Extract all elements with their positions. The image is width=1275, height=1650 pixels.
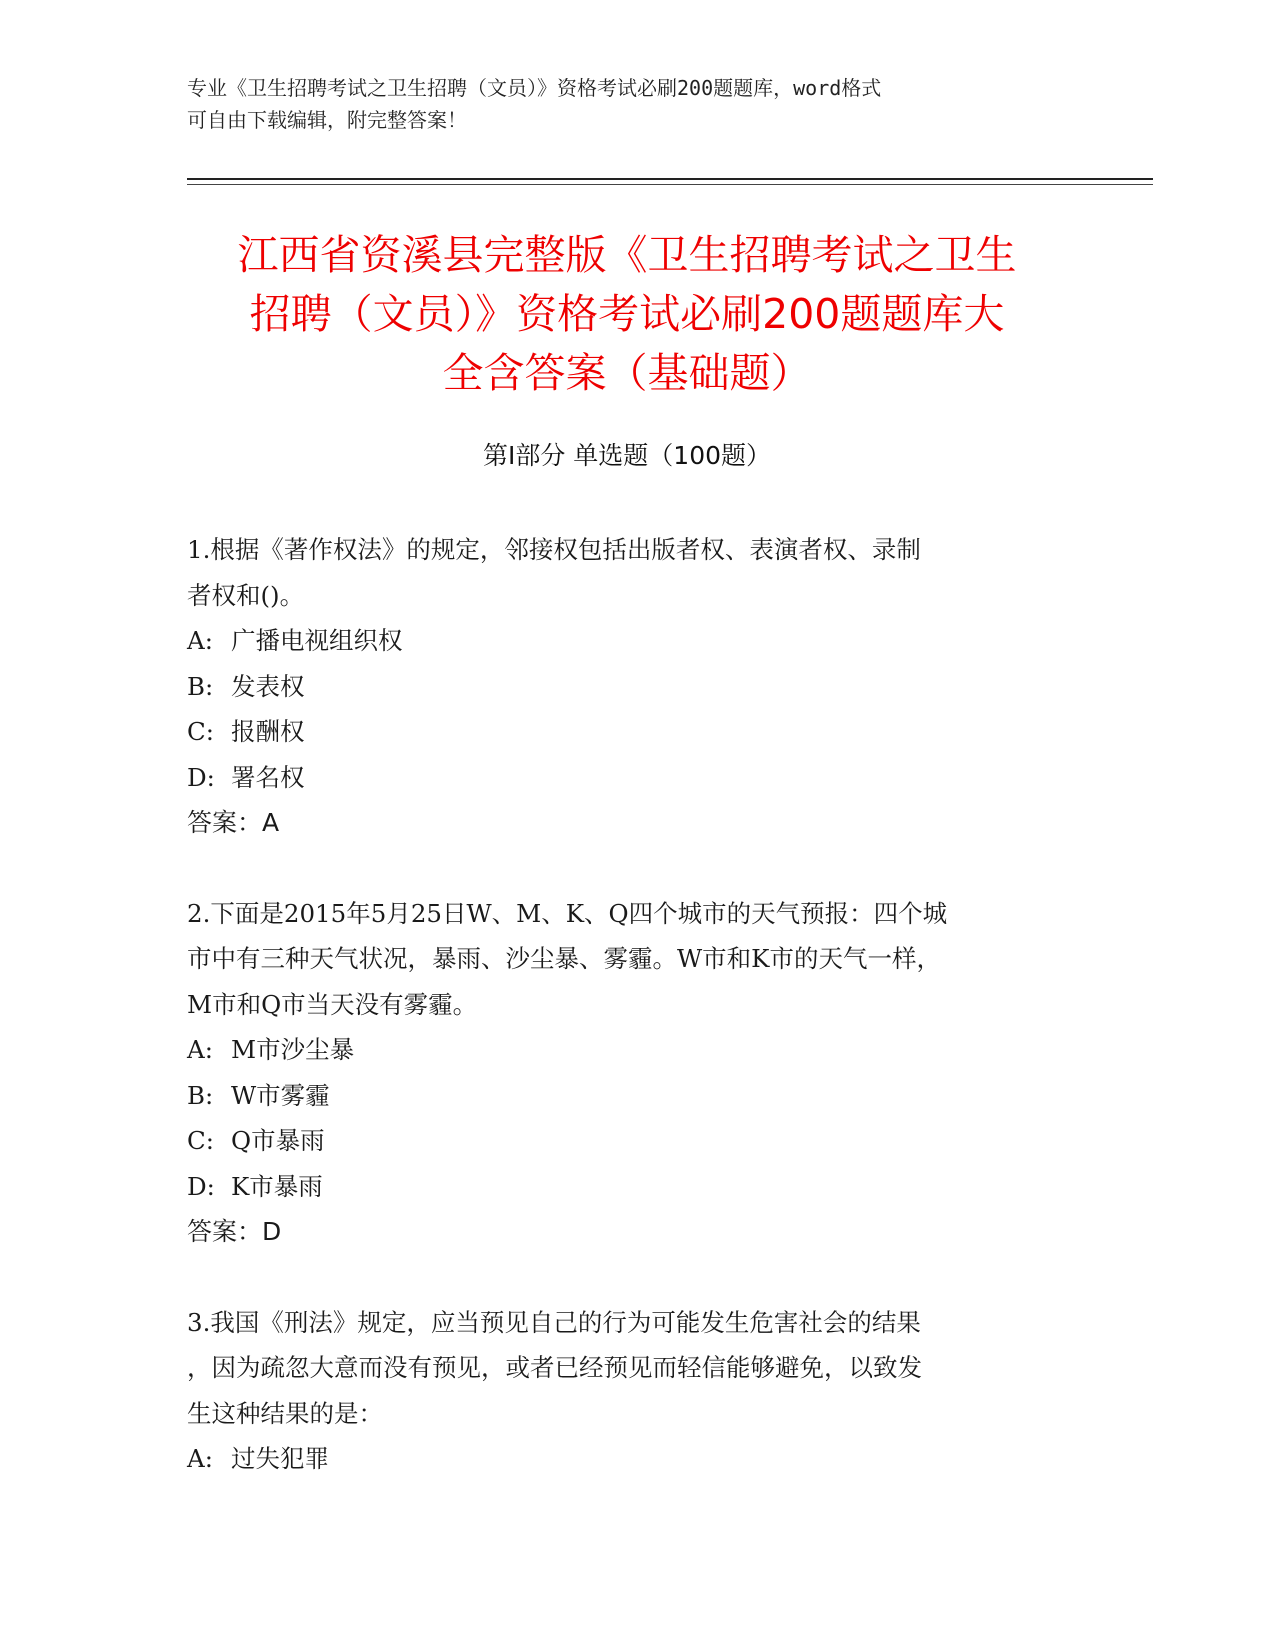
question-stem bbox=[187, 891, 1087, 1028]
option-text: 署名权 bbox=[231, 762, 305, 792]
stem-line: 者权和()。 bbox=[187, 580, 305, 610]
question-item bbox=[187, 1300, 1087, 1482]
title-line: 全含答案（基础题） bbox=[442, 349, 812, 397]
answer-line: 答案：D bbox=[187, 1217, 282, 1246]
option-text: 广播电视组织权 bbox=[231, 626, 403, 655]
question-item bbox=[187, 891, 1087, 1255]
option-text: 过失犯罪 bbox=[231, 1444, 329, 1473]
option-text: 发表权 bbox=[231, 671, 305, 701]
option-key: D: bbox=[187, 1171, 215, 1201]
option-key: A: bbox=[187, 1035, 213, 1064]
stem-line: 2.下面是2015年5月25日W、M、K、Q四个城市的天气预报：四个城 bbox=[187, 898, 948, 928]
stem-line: ，因为疏忽大意而没有预见，或者已经预见而轻信能够避免，以致发 bbox=[187, 1353, 922, 1382]
option-key: D: bbox=[187, 762, 215, 792]
option-key: A: bbox=[187, 1444, 213, 1473]
option-key: B: bbox=[187, 1080, 214, 1110]
stem-line: M市和Q市当天没有雾霾。 bbox=[187, 989, 478, 1019]
option-text: K市暴雨 bbox=[231, 1171, 323, 1201]
option-b bbox=[187, 664, 1087, 710]
option-key: B: bbox=[187, 671, 214, 701]
header-divider-thick bbox=[187, 178, 1153, 180]
option-text: M市沙尘暴 bbox=[231, 1035, 355, 1064]
section-heading: 第Ⅰ部分 单选题（100题） bbox=[482, 441, 772, 470]
document-title bbox=[187, 226, 1067, 403]
header-note bbox=[187, 72, 1067, 136]
title-line: 江西省资溪县完整版《卫生招聘考试之卫生 bbox=[237, 231, 1017, 279]
question-stem bbox=[187, 527, 1087, 618]
question-list bbox=[187, 527, 1087, 1527]
option-d bbox=[187, 755, 1087, 801]
stem-line: 1.根据《著作权法》的规定，邻接权包括出版者权、表演者权、录制 bbox=[187, 535, 921, 564]
question-item bbox=[187, 527, 1087, 846]
answer-line: 答案：A bbox=[187, 808, 280, 837]
option-key: C: bbox=[187, 717, 215, 746]
header-note-line: 专业《卫生招聘考试之卫生招聘（文员）》资格考试必刷200题题库，word格式 bbox=[187, 76, 882, 100]
option-b bbox=[187, 1073, 1087, 1119]
option-a bbox=[187, 618, 1087, 664]
option-text: W市雾霾 bbox=[231, 1080, 330, 1110]
header-note-line: 可自由下载编辑，附完整答案！ bbox=[187, 108, 467, 132]
option-key: C: bbox=[187, 1126, 215, 1155]
header-divider-thin bbox=[187, 184, 1153, 185]
option-d bbox=[187, 1164, 1087, 1210]
stem-line: 生这种结果的是： bbox=[187, 1398, 383, 1428]
stem-line: 3.我国《刑法》规定，应当预见自己的行为可能发生危害社会的结果 bbox=[187, 1307, 921, 1337]
stem-line: 市中有三种天气状况，暴雨、沙尘暴、雾霾。W市和K市的天气一样， bbox=[187, 944, 941, 973]
title-line: 招聘（文员）》资格考试必刷200题题库大 bbox=[249, 290, 1005, 338]
option-text: 报酬权 bbox=[231, 717, 305, 746]
option-key: A: bbox=[187, 626, 213, 655]
option-text: Q市暴雨 bbox=[231, 1126, 325, 1155]
option-c bbox=[187, 709, 1087, 755]
option-a bbox=[187, 1436, 1087, 1482]
option-a bbox=[187, 1027, 1087, 1073]
question-stem bbox=[187, 1300, 1087, 1437]
option-c bbox=[187, 1118, 1087, 1164]
